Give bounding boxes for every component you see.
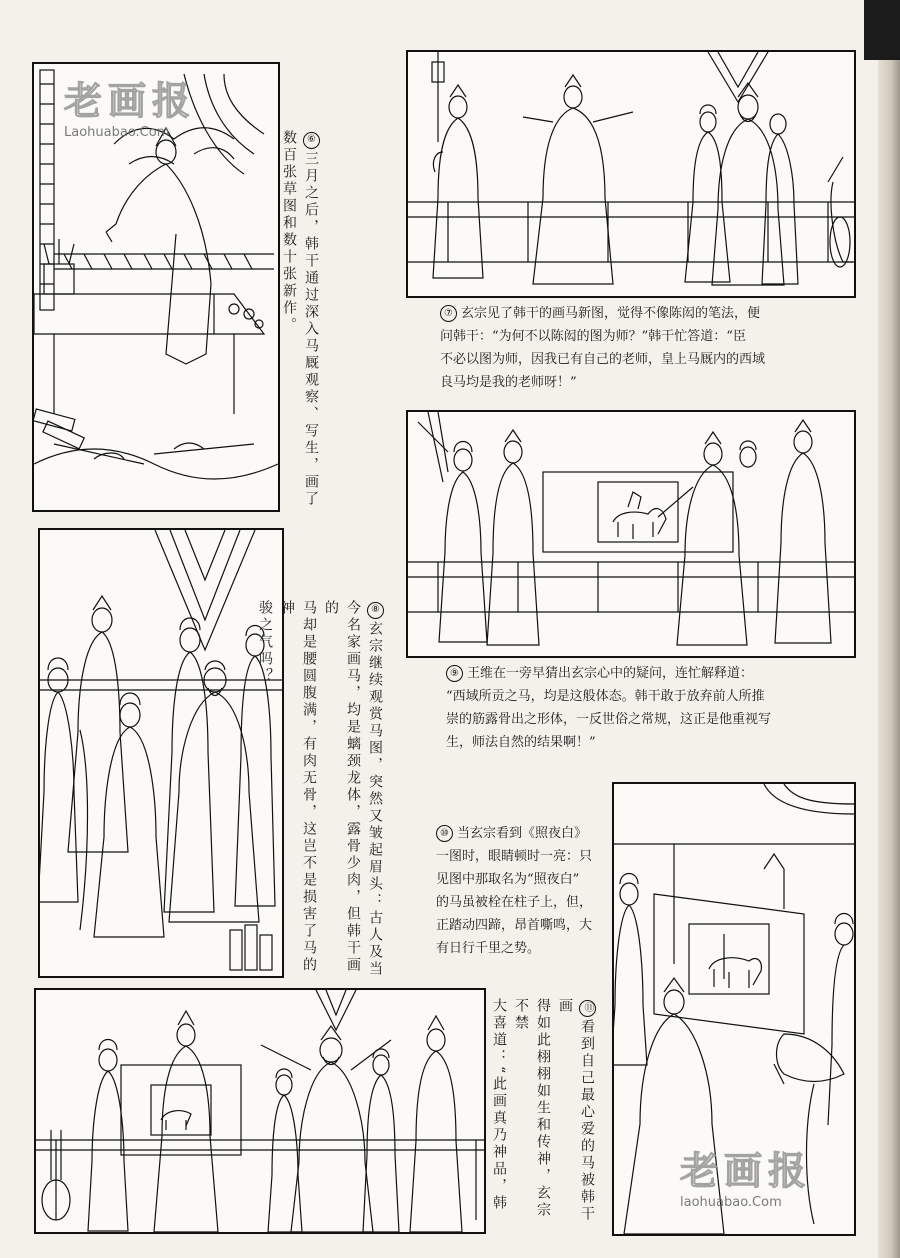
caption-7	[440, 302, 840, 394]
caption-10-line-6: 有日行千里之势。	[436, 941, 541, 956]
caption-9-line-2: “西域所贡之马，均是这般体态。韩干敢于放弃前人所推	[446, 689, 765, 704]
caption-11-number: ⑪	[579, 1000, 596, 1017]
caption-10-line-4: 的马虽被栓在柱子上，但，	[436, 895, 593, 910]
caption-10-line-1: 当玄宗看到《照夜白》	[457, 826, 588, 841]
caption-8-line-1: 玄宗继续观赏马图，突然又皱起眉头：古人及当	[367, 621, 383, 978]
watermark-url-top: Laohuabao.Com	[64, 125, 170, 140]
caption-11-line-3: 大喜道：“此画真乃神品，韩	[491, 998, 507, 1213]
panel-3-viewing-horse-painting	[406, 410, 856, 658]
caption-7-line-4: 良马均是我的老师呀！”	[440, 375, 577, 390]
caption-6-line-1: 三月之后，韩干通过深入马厩观察、写生，画了	[303, 151, 319, 508]
watermark-url-bottom: laohuabao.Com	[680, 1195, 782, 1210]
panel-4-emperor-frowning	[38, 528, 284, 978]
caption-11	[488, 998, 598, 1228]
caption-6-number: ⑥	[303, 132, 320, 149]
panel-6-illustration	[36, 990, 484, 1232]
caption-7-line-3: 不必以图为师，因我已有自己的老师，皇上马厩内的西域	[440, 352, 766, 367]
caption-10-line-5: 正踏动四蹄，昂首嘶鸣，大	[436, 918, 593, 933]
watermark-logo-bottom: 老画报	[680, 1149, 813, 1193]
page-edge	[878, 0, 900, 1258]
caption-8-line-3: 马却是腰圆腹满，有肉无骨，这岂不是损害了马的神	[279, 600, 317, 974]
caption-9	[446, 662, 846, 754]
caption-8-line-4: 骏之气吗？	[257, 600, 273, 685]
caption-7-line-1: 玄宗见了韩干的画马新图，觉得不像陈闳的笔法，便	[461, 306, 761, 321]
caption-8	[257, 600, 386, 980]
caption-8-line-2: 今名家画马，均是螭颈龙体，露骨少肉，但韩干画的	[323, 600, 361, 974]
panel-2-illustration	[408, 52, 854, 296]
caption-6	[238, 130, 322, 510]
caption-6-line-2: 数百张草图和数十张新作。	[281, 130, 297, 334]
page-corner-shadow	[864, 0, 900, 60]
panel-2-emperor-han-gan	[406, 50, 856, 298]
panel-4-illustration	[40, 530, 282, 976]
caption-9-line-4: 生，师法自然的结果啊！”	[446, 735, 596, 750]
caption-9-number: ⑨	[446, 665, 463, 682]
caption-8-number: ⑧	[367, 602, 384, 619]
watermark-logo-top: 老画报	[64, 79, 197, 123]
watermark-bottom	[680, 1140, 812, 1210]
caption-10-line-3: 见图中那取名为“照夜白”	[436, 872, 580, 887]
panel-3-illustration	[408, 412, 854, 656]
panel-6-emperor-rejoicing	[34, 988, 486, 1234]
watermark-top	[64, 70, 196, 140]
caption-9-line-1: 王维在一旁早猜出玄宗心中的疑问，连忙解释道：	[467, 666, 754, 681]
caption-10-line-2: 一图时，眼睛顿时一亮：只	[436, 849, 593, 864]
caption-7-line-2: 问韩干：“为何不以陈闳的图为师？”韩干忙答道：“臣	[440, 329, 746, 344]
caption-9-line-3: 崇的筋露骨出之形体，一反世俗之常规，这正是他重视写	[446, 712, 772, 727]
caption-11-line-2: 得如此栩栩如生和传神，玄宗不禁	[513, 998, 551, 1219]
caption-11-line-1: 看到自己最心爱的马被韩干画	[557, 998, 595, 1223]
caption-10-number: ⑩	[436, 825, 453, 842]
caption-7-number: ⑦	[440, 305, 457, 322]
caption-10	[436, 822, 616, 960]
